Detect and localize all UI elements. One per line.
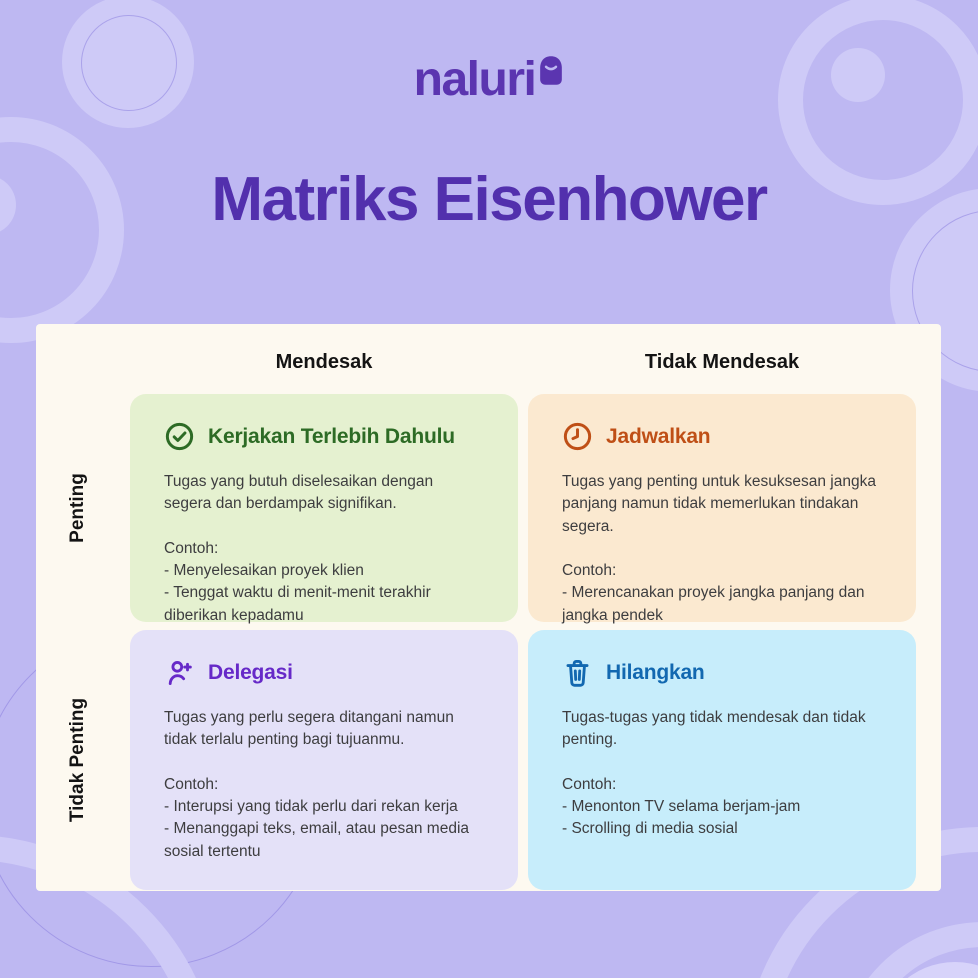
quadrant-title: Hilangkan (606, 660, 705, 684)
column-header-mendesak: Mendesak (275, 351, 373, 373)
matrix-card (36, 324, 941, 891)
quadrant-description: Tugas yang butuh diselesaikan dengan segera dan berdampak signifikan. (164, 473, 434, 513)
column-header-tidak-mendesak: Tidak Mendesak (644, 351, 800, 373)
row-label-tidak-penting (36, 630, 120, 890)
example-item: - Tenggat waktu di menit-menit terakhir diberikan kepadamu (164, 584, 431, 624)
row-label-text: Penting (66, 473, 88, 543)
row-label-penting (36, 394, 120, 622)
example-item: - Menanggapi teks, email, atau pesan media sosial tertentu (164, 820, 470, 860)
quadrant-header (164, 421, 484, 452)
row-label-text: Tidak Penting (67, 697, 89, 823)
quadrant-header (164, 657, 484, 688)
quadrant-header (562, 657, 882, 688)
clock-icon (562, 421, 593, 452)
logo-text: naluri (413, 53, 536, 106)
quadrant-delegate (130, 630, 518, 890)
logo-smiley-icon (538, 55, 564, 86)
quadrant-eliminate (528, 630, 916, 890)
brand-header (0, 53, 978, 106)
quadrant-description: Tugas yang penting untuk kesuksesan jangka panjang namun tidak memerlukan tindakan segera. (562, 473, 876, 535)
example-item: - Menyelesaikan proyek klien (164, 561, 364, 579)
examples-label: Contoh: (164, 775, 219, 793)
example-item: - Menonton TV selama berjam-jam (562, 797, 801, 815)
examples-label: Contoh: (164, 539, 219, 557)
trash-icon (562, 657, 593, 688)
examples-label: Contoh: (562, 561, 617, 579)
quadrant-title: Jadwalkan (606, 424, 711, 448)
quadrant-schedule (528, 394, 916, 622)
example-item: - Merencanakan proyek jangka panjang dan jangka pendek (562, 584, 865, 624)
quadrant-title: Delegasi (208, 660, 293, 684)
naluri-logo (413, 53, 565, 106)
person-plus-icon (164, 657, 195, 688)
quadrant-description: Tugas yang perlu segera ditangani namun tidak terlalu penting bagi tujuanmu. (164, 709, 454, 749)
quadrant-description: Tugas-tugas yang tidak mendesak dan tidak penting. (562, 709, 866, 749)
check-circle-icon (164, 421, 195, 452)
quadrant-header (562, 421, 882, 452)
page-title: Matriks Eisenhower (211, 165, 767, 234)
quadrant-title: Kerjakan Terlebih Dahulu (208, 424, 455, 448)
example-item: - Scrolling di media sosial (562, 820, 738, 838)
example-item: - Interupsi yang tidak perlu dari rekan kerja (164, 797, 458, 815)
examples-label: Contoh: (562, 775, 617, 793)
quadrant-do-first (130, 394, 518, 622)
